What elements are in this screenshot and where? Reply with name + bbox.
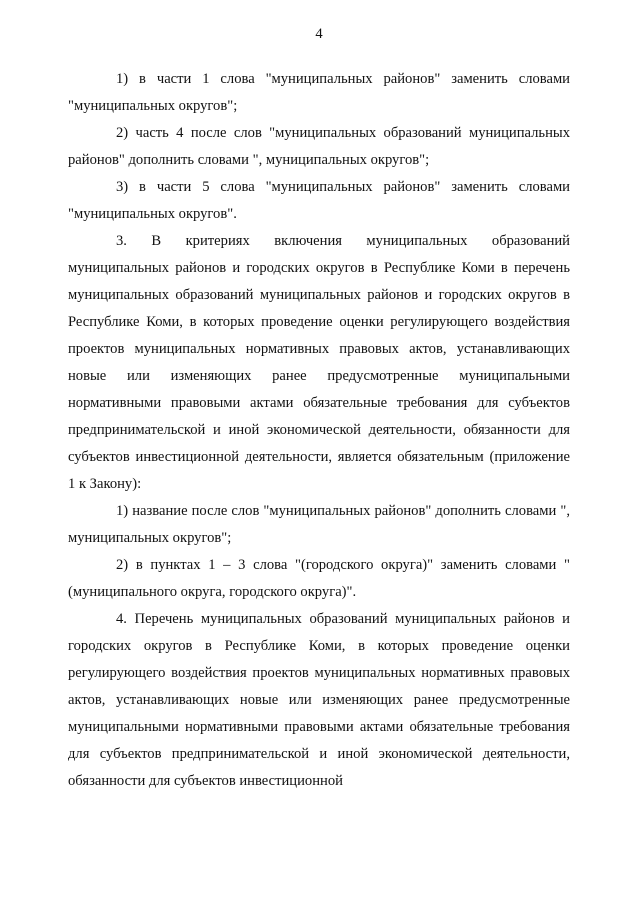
page-number: 4 bbox=[315, 26, 323, 42]
paragraph-4: 3. В критериях включения муниципальных образований муниципальных районов и городских округов в Республике Коми в перечень муниципальных образований муниципальных районов и городских округов в Республике Коми, в которых проведение оценки регулирующего воздействия проектов муниципальных нормативных правовых актов, устанавливающих новые или изменяющих ранее предусмотренные муниципальными нормативными правовыми актами обязательные требования для субъектов предпринимательской и иной экономической деятельности, обязанности для субъектов инвестиционной деятельности, является обязательным (приложение 1 к Закону): bbox=[68, 233, 570, 492]
paragraph-2: 2) часть 4 после слов "муниципальных образований муниципальных районов" дополнить словами ", муниципальных округов"; bbox=[68, 125, 570, 168]
paragraph-1: 1) в части 1 слова "муниципальных районов" заменить словами "муниципальных округов"; bbox=[68, 71, 570, 114]
paragraph-6: 2) в пунктах 1 – 3 слова "(городского округа)" заменить словами "(муниципального округа, городского округа)". bbox=[68, 557, 570, 600]
paragraph-7: 4. Перечень муниципальных образований муниципальных районов и городских округов в Республике Коми, в которых проведение оценки регулирующего воздействия проектов муниципальных нормативных правовых актов, устанавливающих новые или изменяющих ранее предусмотренные муниципальными нормативными правовыми актами обязательные требования для субъектов предпринимательской и иной экономической деятельности, обязанности для субъектов инвестиционной bbox=[68, 611, 570, 789]
paragraph-5: 1) название после слов "муниципальных районов" дополнить словами ", муниципальных округов"; bbox=[68, 503, 570, 546]
paragraph-3: 3) в части 5 слова "муниципальных районов" заменить словами "муниципальных округов". bbox=[68, 179, 570, 222]
